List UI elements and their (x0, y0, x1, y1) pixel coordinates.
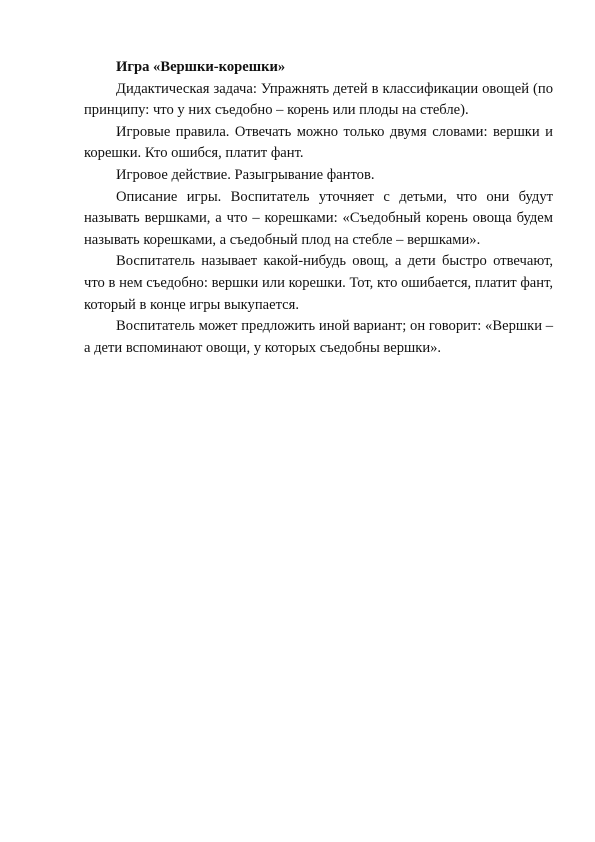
paragraph-didactic-task: Дидактическая задача: Упражнять детей в классификации овощей (по принципу: что у них съедобно – корень или плоды на стебле). (84, 80, 553, 119)
document-title: Игра «Вершки-корешки» (116, 59, 286, 75)
paragraph-game-rules: Игровые правила. Отвечать можно только двумя словами: вершки и корешки. Кто ошибся, платит фант. (84, 123, 553, 162)
paragraph-teacher-names-vegetable: Воспитатель называет какой-нибудь овощ, а дети быстро отвечают, что в нем съедобно: вершки или корешки. Тот, кто ошибается, платит фант, который в конце игры выкупается. (84, 253, 553, 313)
paragraph-game-description: Описание игры. Воспитатель уточняет с детьми, что они будут называть вершками, а что – корешками: «Съедобный корень овоща будем называть корешками, а съедобный плод на стебле – вершками». (84, 188, 553, 248)
paragraph-alternative-variant: Воспитатель может предложить иной вариант; он говорит: «Вершки – а дети вспоминают овощи, у которых съедобны вершки». (84, 318, 553, 356)
document-body (84, 57, 553, 359)
paragraph-game-action: Игровое действие. Разыгрывание фантов. (116, 166, 375, 183)
